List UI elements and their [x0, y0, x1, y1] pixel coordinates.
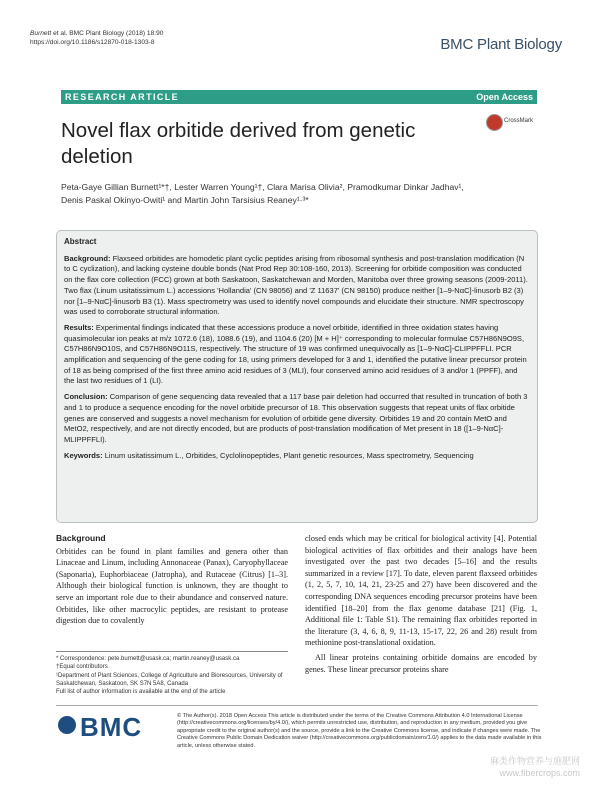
abstract-results: [64, 323, 528, 387]
watermark-line-2: www.fibercrops.com: [499, 768, 580, 778]
journal-brand[interactable]: BMC Plant Biology: [440, 36, 562, 53]
background-text: Flaxseed orbitides are homodetic plant cyclic peptides arising from ribosomal synthesis and post-translation modification (N to C cyclization), and lacking cysteine double bonds (Nat Prod Rep 30:108-160, 2013). Screening for orbitide composition was conducted on the flax core collection (FCC) grown at both Saskatoon, Saskatchewan and Morden, Manitoba over three growing seasons (2009-2011). Two flax (Linum usitatissimum L.) accessions 'Hollandia' (CN 98056) and 'Z 11637' (CN 98150) produce neither [1–9-NαC]-linusorb B2 (3) nor [1–9-NαC]-linusorb B3 (1). Mass spectrometry was used to identify novel compounds and elucidate their structure. NMR spectroscopy was used to corroborate structural information.: [64, 253, 528, 317]
crossmark-icon: [486, 114, 503, 131]
footnotes: [56, 655, 291, 696]
conclusion-label: Conclusion:: [64, 392, 108, 402]
citation-header: [30, 29, 163, 47]
authors-line-2: Denis Paskal Okinyo-Owiti¹ and Martin John Tarsisius Reaney¹·³*: [61, 194, 309, 205]
bmc-logo-text: BMC: [80, 712, 143, 742]
equal-contrib-note: †Equal contributors: [56, 664, 108, 671]
keywords-label: Keywords:: [64, 450, 103, 460]
watermark-line-1: 麻类作物营养与施肥网: [489, 756, 580, 766]
abstract-heading: Abstract: [64, 237, 97, 246]
body-paragraph: All linear proteins containing orbitide domains are encoded by genes. These linear precursor proteins share: [305, 652, 537, 674]
results-text: Experimental findings indicated that these accessions produce a novel orbitide, identified in three oxidation states having quasimolecular ion peaks at m/z 1072.6 (18), 1088.6 (19), and 1104.6 (20) [M + H]⁺ corresponding to molecular formulae C57H86N9O9S, C57H86N9O10S, and C57H86N9O11S, respectively. The structure of 19 was confirmed unequivocally as [1–9-NαC]-CLIPPFFLI. PCR amplification and sequencing of the gene coding for 18, using primers developed for 3 and 1, identified the putative linear precursor protein of 18 as being comprised of the first three amino acid residues of 3 (MLI), four conserved amino acid residues of 3 and/or 1 (PPFF), and the last two residues of 1 (LI).: [64, 322, 527, 386]
watermark: [490, 755, 580, 779]
correspondence-note[interactable]: * Correspondence: pete.burnett@usask.ca; martin.reaney@usask.ca: [56, 656, 240, 662]
article-type-banner: [61, 90, 537, 104]
abstract-background: [64, 254, 528, 318]
full-list-note: Full list of author information is available at the end of the article: [56, 689, 226, 696]
body-paragraph: Orbitides can be found in plant families and genera other than Linaceae and Linum, including Annonaceae (Panax), Caryophyllaceae (Saponaria), Euphorbiaceae (Jatropha), and Rutaceae (Citrus) [1–3]. Although their biological function is unknown, they are thought to serve an important role due to their abundance and conserved nature. Orbitides, like other macrocylic peptides, are resistant to protease digestion due to covalently: [56, 546, 288, 626]
license-text: [177, 713, 542, 750]
doi-link[interactable]: https://doi.org/10.1186/s12870-018-1303-8: [30, 39, 155, 46]
footer-divider: [56, 705, 538, 706]
body-paragraph: closed ends which may be critical for biological activity [4]. Potential biological activities of flax orbitides and their analogs have been investigated over the past two decades [5–16] and the results summarized in a review [17]. To date, eleven parent flaxseed orbitides (1, 2, 5, 7, 10, 14, 21, 23-25 and 27) have been discovered and the corresponding DNA sequences encoding precursor proteins have been identified [18–20] from the flax genome database [21] (Fig. 1, Additional file 1: Table S1). The remaining flax orbitides reported in the literature (3, 4, 6, 8, 9, 11-13, 15-17, 22, 26 and 28) result from methionine post-translational oxidation.: [305, 534, 537, 648]
bmc-logo-mark-icon: [58, 716, 76, 734]
article-type-label: RESEARCH ARTICLE: [65, 92, 180, 102]
license-paragraph: © The Author(s). 2018 Open Access This article is distributed under the terms of the Creative Commons Attribution 4.0 International License (http://creativecommons.org/licenses/by/4.0/), which permits unrestricted use, distribution, and reproduction in any medium, provided you give appropriate credit to the original author(s) and the source, provide a link to the Creative Commons license, and indicate if changes were made. The Creative Commons Public Domain Dedication waiver (http://creativecommons.org/publicdomain/zero/1.0/) applies to the data made available in this article, unless otherwise stated.: [177, 713, 542, 749]
background-label: Background:: [64, 253, 111, 263]
citation-rest: et al. BMC Plant Biology (2018) 18:90: [51, 30, 164, 37]
results-label: Results:: [64, 322, 94, 332]
citation-journal: Burnett: [30, 30, 52, 37]
body-column-left: [56, 533, 288, 627]
footnote-divider: [56, 651, 288, 652]
crossmark-label: CrossMark: [504, 118, 534, 124]
bmc-logo[interactable]: [80, 712, 170, 740]
section-heading-background: Background: [56, 533, 106, 543]
keywords-text: Linum usitatissimum L., Orbitides, Cyclolinopeptides, Plant genetic resources, Mass spectrometry, Sequencing: [104, 450, 474, 460]
affiliation-note: ¹Department of Plant Sciences, College of Agriculture and Bioresources, University of Saskatchewan, Saskatoon, SK S7N 5A8, Canada: [56, 672, 283, 687]
abstract-keywords: [64, 451, 528, 462]
open-access-label: Open Access: [476, 92, 533, 102]
abstract-conclusion: [64, 392, 528, 446]
body-column-right: [305, 533, 537, 675]
abstract-box: [56, 230, 538, 523]
article-title: Novel flax orbitide derived from genetic deletion: [61, 119, 416, 168]
author-list: [61, 181, 531, 206]
crossmark-button[interactable]: [486, 114, 544, 132]
conclusion-text: Comparison of gene sequencing data revealed that a 117 base pair deletion had occurred that resulted in truncation of both 3 and 1 to produce a sequence encoding for the novel orbitide precursor of 18. This observation suggests that repeat units of flax orbitide genes are conserved and suggests a novel mechanism for evolution of orbitide gene diversity. Orbitides 19 and 20 contain MetO and MetO2, respectively, and are not directly encoded, but are products of post-translation modification of Met present in 18 ([1–9-NαC]-MLIPPFFLI).: [64, 392, 528, 444]
authors-line-1: Peta-Gaye Gillian Burnett¹*†, Lester Warren Young¹†, Clara Marisa Olivia², Pramodkumar Dinkar Jadhav¹,: [61, 182, 464, 192]
